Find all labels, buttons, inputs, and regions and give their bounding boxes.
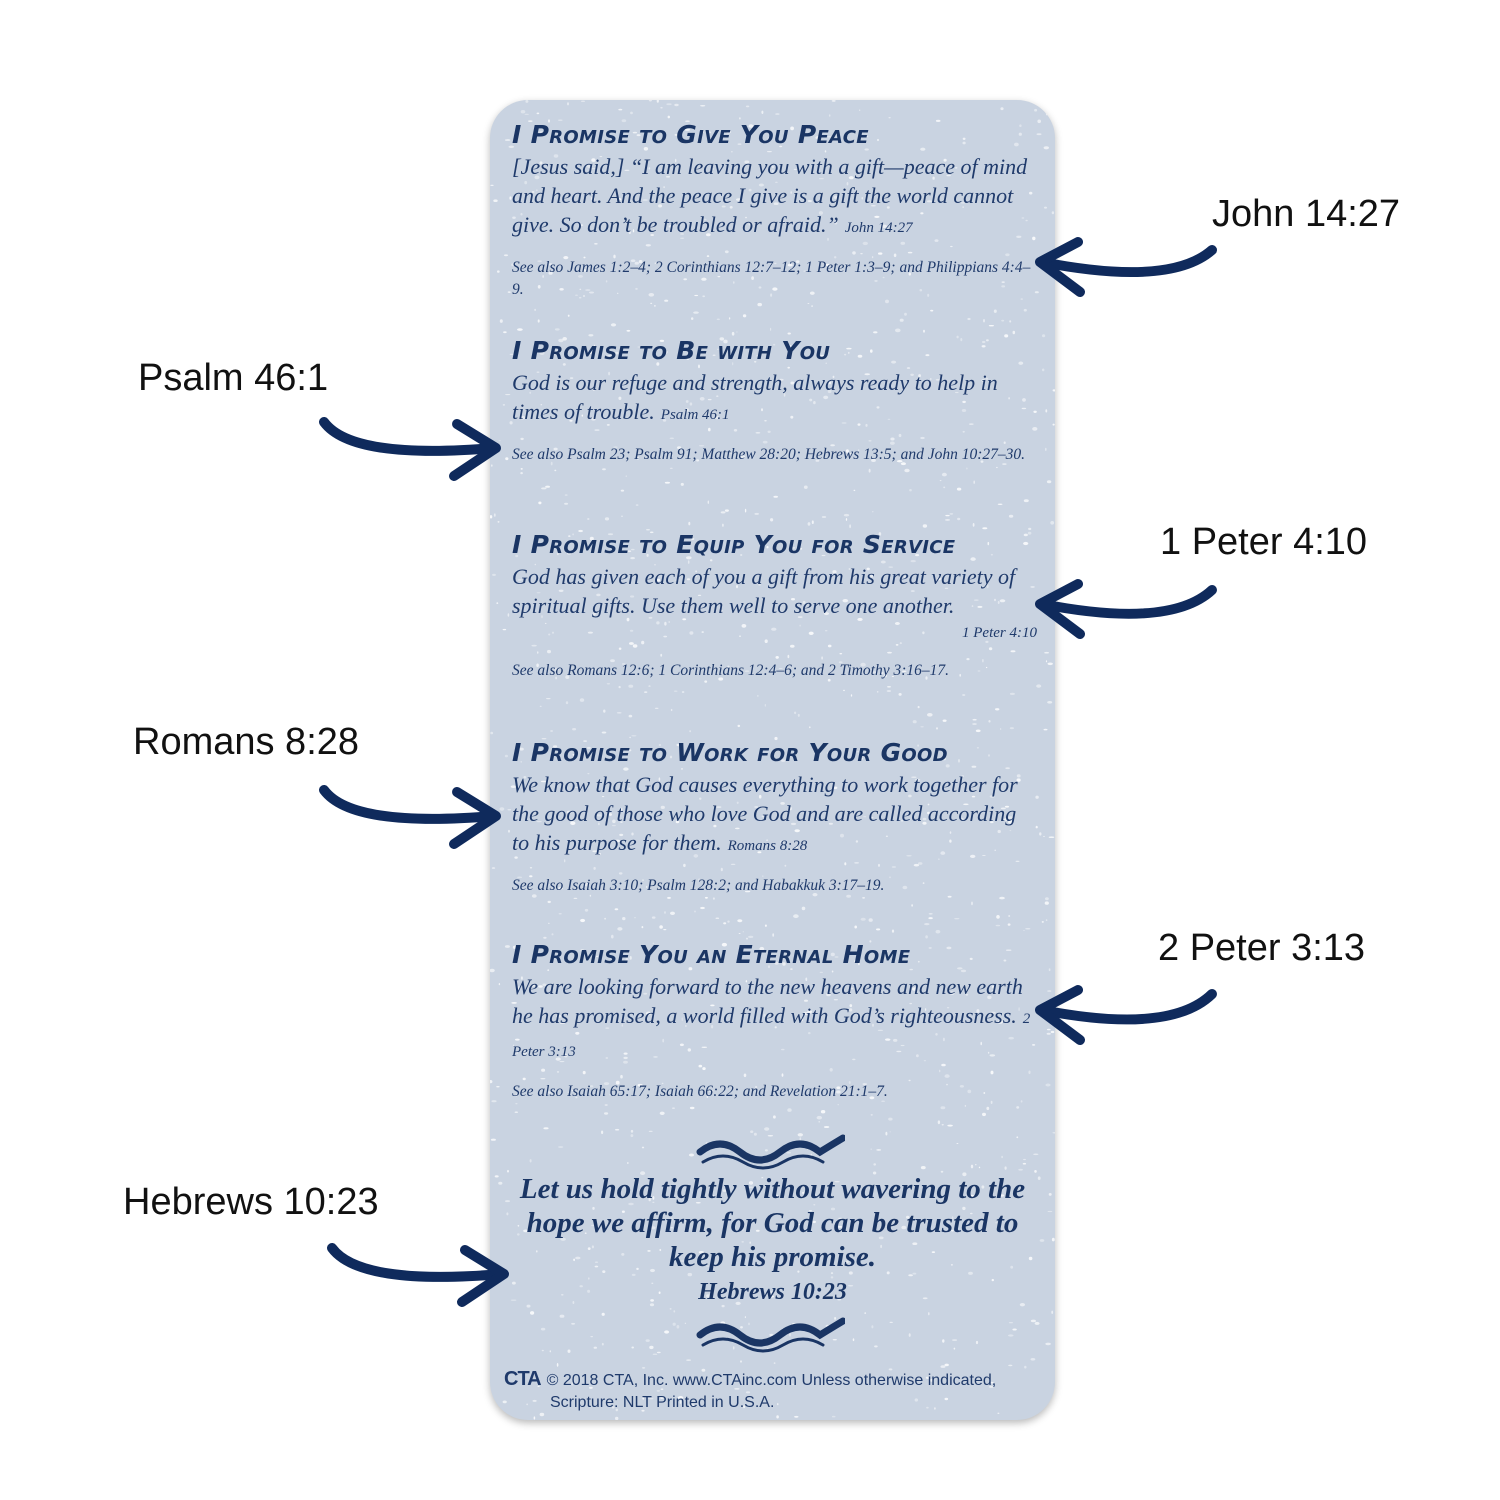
- section-home: [512, 940, 1037, 1103]
- section-verse: [512, 972, 1037, 1067]
- wave-ornament-icon: [695, 1132, 845, 1172]
- copyright-text: © 2018 CTA, Inc. www.CTAinc.com Unless otherwise indicated,: [546, 1372, 997, 1389]
- section-title: I Promise to Work for Your Good: [512, 738, 948, 767]
- see-also: See also Romans 12:6; 1 Corinthians 12:4–6; and 2 Timothy 3:16–17.: [512, 662, 949, 679]
- wave-ornament-icon: [695, 1315, 845, 1355]
- verse-text: God is our refuge and strength, always ready to help in times of trouble.: [512, 370, 998, 424]
- verse-text: God has given each of you a gift from his great variety of spiritual gifts. Use them well to serve one another.: [512, 564, 1016, 618]
- verse-text: [Jesus said,] “I am leaving you with a gift—peace of mind and heart. And the peace I give is a gift the world cannot give. So don’t be troubled or afraid.”: [512, 154, 1028, 237]
- section-title: I Promise to Give You Peace: [512, 120, 869, 149]
- footer-line-1: [504, 1368, 1044, 1392]
- callout-label-psalm: Psalm 46:1: [138, 357, 329, 399]
- arrow-left-icon: [1020, 980, 1230, 1060]
- arrow-left-icon: [1020, 232, 1230, 312]
- section-verse: [512, 562, 1037, 646]
- verse-reference: Psalm 46:1: [660, 407, 730, 423]
- callout-label-romans: Romans 8:28: [133, 721, 360, 763]
- see-also: See also Isaiah 65:17; Isaiah 66:22; and Revelation 21:1–7.: [512, 1083, 888, 1100]
- verse-reference: 2 Peter 3:13: [512, 1011, 1031, 1060]
- section-peace: [512, 120, 1037, 301]
- verse-text: We are looking forward to the new heavens and new earth he has promised, a world filled with God’s righteousness.: [512, 974, 1023, 1028]
- see-also: See also Isaiah 3:10; Psalm 128:2; and Habakkuk 3:17–19.: [512, 877, 885, 894]
- see-also: See also James 1:2–4; 2 Corinthians 12:7–12; 1 Peter 1:3–9; and Philippians 4:4–9.: [512, 259, 1031, 298]
- verse-reference: John 14:27: [844, 220, 913, 236]
- callout-label-1-peter: 1 Peter 4:10: [1160, 521, 1368, 563]
- section-title: I Promise You an Eternal Home: [512, 940, 911, 969]
- verse-reference: 1 Peter 4:10: [962, 625, 1037, 641]
- section-verse: [512, 152, 1037, 243]
- promise-card: [490, 100, 1055, 1420]
- section-title: I Promise to Be with You: [512, 336, 831, 365]
- verse-reference: Romans 8:28: [727, 838, 808, 854]
- verse-text: We know that God causes everything to work together for the good of those who love God and are called according to his purpose for them.: [512, 772, 1018, 855]
- closing-quote: [500, 1172, 1045, 1310]
- card-footer: [504, 1368, 1044, 1414]
- callout-label-2-peter: 2 Peter 3:13: [1158, 927, 1366, 969]
- arrow-right-icon: [320, 1236, 520, 1316]
- arrow-right-icon: [312, 778, 512, 858]
- arrow-right-icon: [312, 410, 512, 490]
- section-title: I Promise to Equip You for Service: [512, 530, 956, 559]
- section-verse: [512, 368, 1037, 430]
- see-also: See also Psalm 23; Psalm 91; Matthew 28:20; Hebrews 13:5; and John 10:27–30.: [512, 446, 1026, 463]
- cta-logo: CTA: [504, 1368, 541, 1390]
- callout-label-hebrews: Hebrews 10:23: [123, 1181, 379, 1223]
- closing-quote-text: Let us hold tightly without wavering to the hope we affirm, for God can be trusted to keep his promise.: [519, 1173, 1026, 1273]
- closing-quote-reference: Hebrews 10:23: [698, 1279, 847, 1305]
- section-with-you: [512, 336, 1037, 466]
- callout-label-john: John 14:27: [1212, 193, 1401, 235]
- arrow-left-icon: [1020, 574, 1230, 654]
- footer-line-2: Scripture: NLT Printed in U.S.A.: [550, 1394, 775, 1411]
- section-service: [512, 530, 1037, 682]
- section-verse: [512, 770, 1037, 861]
- section-good: [512, 738, 1037, 897]
